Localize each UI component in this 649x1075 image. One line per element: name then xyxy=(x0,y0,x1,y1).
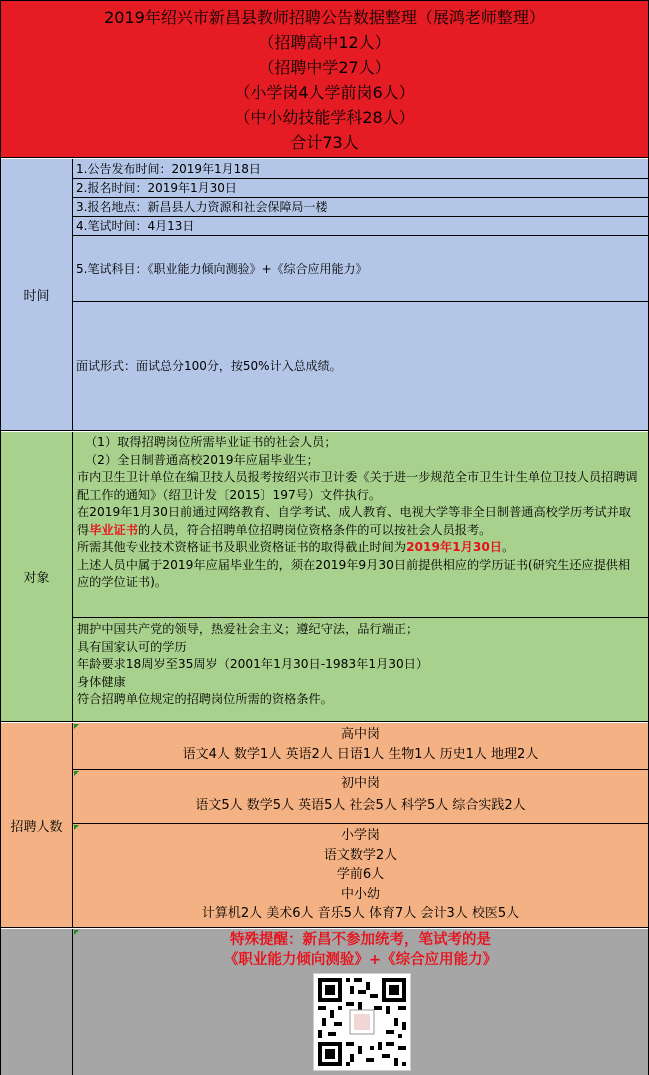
header-high-school-count: （招聘高中12人） xyxy=(258,33,391,52)
notice-section xyxy=(1,929,648,1075)
time-label: 时间 xyxy=(1,159,73,430)
requirements-block xyxy=(73,618,648,721)
eligibility-social: （1）取得招聘岗位所需毕业证书的社会人员； xyxy=(85,435,337,449)
recruit-label: 招聘人数 xyxy=(1,723,73,927)
preschool-count: 学前6人 xyxy=(336,867,385,882)
qr-code[interactable] xyxy=(313,973,411,1071)
interview-format: 面试形式：面试总分100分，按50%计入总成绩。 xyxy=(76,359,342,373)
eligibility-graduates: （2）全日制普通高校2019年应届毕业生； xyxy=(85,452,319,467)
eligibility-graduate-proof: 上述人员中属于2019年应届毕业生的，须在2019年9月30日前提供相应的学历证书(研究生还应提供相应的学位证书)。 xyxy=(77,557,631,589)
eligibility-block xyxy=(73,432,648,618)
requirement-qualification: 符合招聘单位规定的招聘岗位所需的资格条件。 xyxy=(77,692,333,706)
time-row xyxy=(73,217,648,236)
middle-school-title: 初中岗 xyxy=(340,776,380,791)
skills-detail: 计算机2人 美术6人 音乐5人 体育7人 会计3人 校医5人 xyxy=(201,906,520,921)
time-row xyxy=(73,159,648,179)
eligibility-text xyxy=(77,434,642,592)
deadline-text-c: 。 xyxy=(502,540,515,554)
eligibility-nonfulltime xyxy=(77,504,642,539)
notice-label-cell xyxy=(1,929,73,1075)
registration-location: 3.报名地点：新昌县人力资源和社会保障局一楼 xyxy=(76,200,328,214)
special-notice-line1: 特殊提醒：新昌不参加统考，笔试考的是 xyxy=(230,932,491,948)
header-middle-school-count: （招聘中学27人） xyxy=(258,58,391,77)
target-label: 对象 xyxy=(1,432,73,721)
header-primary-preschool-count: （小学岗4人学前岗6人） xyxy=(234,83,415,102)
announce-date: 1.公告发布时间：2019年1月18日 xyxy=(76,162,261,176)
requirements-text xyxy=(77,621,642,709)
primary-title: 小学岗 xyxy=(340,828,380,843)
header-total-count: 合计73人 xyxy=(290,133,359,152)
exam-date: 4.笔试时间：4月13日 xyxy=(76,219,195,233)
diploma-highlight: 毕业证书 xyxy=(89,522,138,537)
high-school-block xyxy=(73,723,648,770)
eligibility-certificate-deadline xyxy=(77,539,642,557)
target-content xyxy=(73,432,648,721)
qr-code-image xyxy=(314,974,410,1070)
requirement-age: 年龄要求18周岁至35周岁（2001年1月30日-1983年1月30日） xyxy=(77,657,429,671)
requirement-politics: 拥护中国共产党的领导，热爱社会主义；遵纪守法，品行端正； xyxy=(77,622,419,636)
time-row xyxy=(73,198,648,217)
skills-title: 中小幼 xyxy=(340,886,380,902)
exam-subjects: 5.笔试科目：《职业能力倾向测验》+《综合应用能力》 xyxy=(76,262,368,276)
time-section xyxy=(1,159,648,431)
high-school-detail: 语文4人 数学1人 英语2人 日语1人 生物1人 历史1人 地理2人 xyxy=(182,747,539,762)
header-skills-count: （中小幼技能学科28人） xyxy=(234,108,415,127)
cell-comment-marker xyxy=(74,930,79,935)
registration-date: 2.报名时间：2019年1月30日 xyxy=(76,181,237,195)
middle-school-block xyxy=(73,770,648,824)
requirement-health: 身体健康 xyxy=(77,674,126,689)
cell-comment-marker xyxy=(74,825,79,830)
target-section xyxy=(1,432,648,722)
recruit-content xyxy=(73,723,648,927)
time-row xyxy=(73,302,648,430)
time-row xyxy=(73,179,648,198)
cell-comment-marker xyxy=(74,771,79,776)
high-school-title: 高中岗 xyxy=(340,727,380,742)
time-content xyxy=(73,159,648,430)
eligibility-health-staff: 市内卫生卫计单位在编卫技人员报考按绍兴市卫计委《关于进一步规范全市卫生计生单位卫技人员招聘调配工作的通知》（绍卫计发〔2015〕197号）文件执行。 xyxy=(77,470,638,502)
primary-chinese-math: 语文数学2人 xyxy=(323,847,398,863)
time-row xyxy=(73,236,648,302)
primary-block xyxy=(73,824,648,928)
cell-comment-marker xyxy=(74,724,79,729)
header-title: 2019年绍兴市新昌县教师招聘公告数据整理（展鸿老师整理） xyxy=(104,8,545,27)
deadline-text-a: 所需其他专业技术资格证书及职业资格证书的取得截止时间为 xyxy=(77,540,407,554)
special-notice-line2: 《职业能力倾向测验》+《综合应用能力》 xyxy=(223,952,498,968)
requirement-education: 具有国家认可的学历 xyxy=(77,639,187,654)
recruit-section xyxy=(1,723,648,928)
notice-content xyxy=(73,929,648,1075)
header-banner xyxy=(1,1,648,158)
middle-school-detail: 语文5人 数学5人 英语5人 社会5人 科学5人 综合实践2人 xyxy=(195,798,526,813)
nonfulltime-text-a: 在2019年1月30日前通过网络教育、自学考试、成人教育、电视大学等非全日制普通高校学历考试并取得 xyxy=(77,505,631,537)
deadline-date-highlight: 2019年1月30日 xyxy=(406,540,502,554)
nonfulltime-text-c: 的人员，符合招聘单位招聘岗位资格条件的可以按社会人员报考。 xyxy=(137,522,492,537)
